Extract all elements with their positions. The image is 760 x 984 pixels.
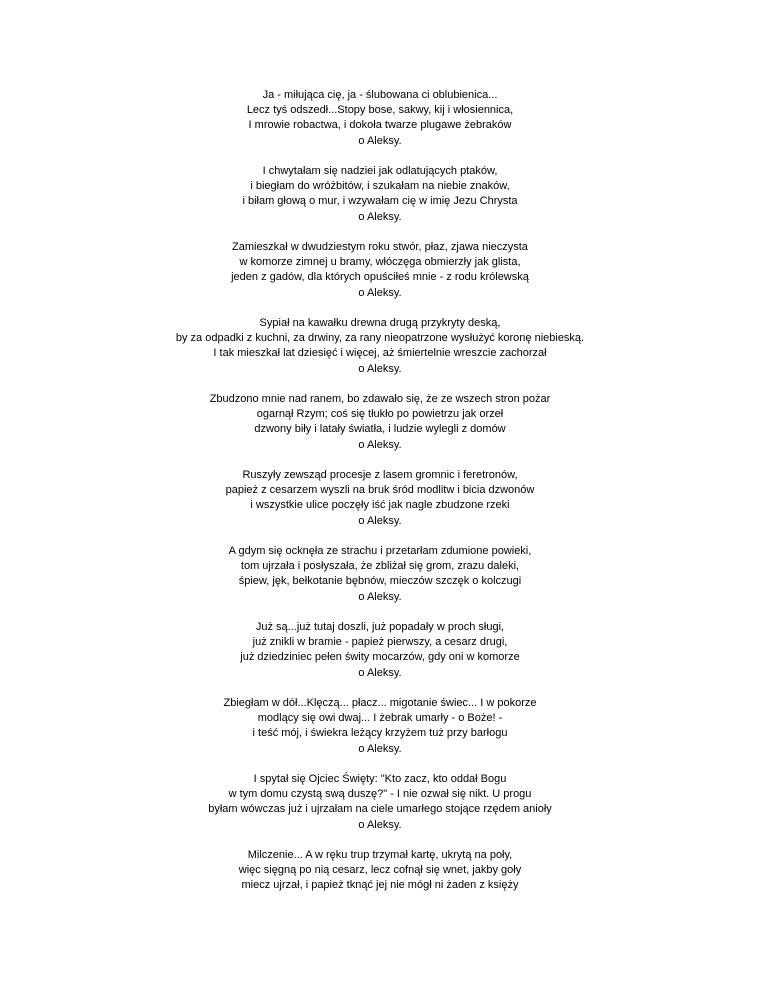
- refrain-line: o Aleksy.: [358, 590, 402, 603]
- verse-line: Już są...już tutaj doszli, już popadały w proch sługi,: [255, 621, 505, 633]
- verse-line: tom ujrzała i posłyszała, że zbliżał się grom, zrazu daleki,: [240, 560, 520, 573]
- refrain-line: o Aleksy.: [358, 362, 402, 375]
- verse-line: Zamieszkał w dwudziestym roku stwór, płaz, zjawa nieczysta: [232, 241, 528, 253]
- verse-line: Lecz tyś odszedł...Stopy bose, sakwy, kij i włosiennica,: [246, 104, 514, 117]
- refrain-line: o Aleksy.: [358, 818, 402, 831]
- stanza-8: [0, 620, 760, 681]
- verse-line: modlący się owi dwaj... I żebrak umarły - o Boże! -: [257, 712, 503, 725]
- verse-line: i teść mój, i świekra leżący krzyżem tuż przy barłogu: [252, 727, 508, 740]
- stanza-4: [0, 316, 760, 377]
- verse-line: jeden z gadów, dla których opuściłeś mnie - z rodu królewską: [231, 271, 529, 284]
- verse-line: I chwytałam się nadziei jak odlatujących ptaków,: [262, 165, 498, 177]
- stanza-6: [0, 468, 760, 529]
- refrain-line: o Aleksy.: [358, 438, 402, 451]
- refrain-line: o Aleksy.: [358, 742, 402, 755]
- verse-line: by za odpadki z kuchni, za drwiny, za rany nieopatrzone wysłużyć koronę niebieską.: [175, 332, 585, 345]
- verse-line: I tak mieszkał lat dziesięć i więcej, aż śmiertelnie wreszcie zachorzał: [213, 347, 547, 360]
- stanza-11: [0, 848, 760, 894]
- verse-line: i biegłam do wróżbitów, i szukałam na niebie znaków,: [250, 180, 510, 193]
- refrain-line: o Aleksy.: [358, 514, 402, 527]
- stanza-5: [0, 392, 760, 453]
- verse-line: A gdym się ocknęła ze strachu i przetarłam zdumione powieki,: [228, 545, 532, 557]
- verse-line: dzwony biły i latały światła, i ludzie wylegli z domów: [254, 423, 506, 436]
- stanza-2: [0, 164, 760, 225]
- stanza-1: [0, 88, 760, 149]
- verse-line: więc sięgną po nią cesarz, lecz cofnął się wnet, jakby goły: [238, 864, 522, 877]
- verse-line: Sypiał na kawałku drewna drugą przykryty deską,: [259, 317, 501, 329]
- refrain-line: o Aleksy.: [358, 666, 402, 679]
- poem-page: [0, 88, 760, 909]
- verse-line: i wszystkie ulice poczęły iść jak nagle zbudzone rzeki: [250, 499, 510, 512]
- stanza-7: [0, 544, 760, 605]
- verse-line: Zbudzono mnie nad ranem, bo zdawało się, że ze wszech stron pożar: [209, 393, 551, 405]
- verse-line: Milczenie... A w ręku trup trzymał kartę, ukrytą na poły,: [247, 849, 513, 861]
- refrain-line: o Aleksy.: [358, 134, 402, 147]
- verse-line: papież z cesarzem wyszli na bruk śród modlitw i bicia dzwonów: [225, 484, 535, 497]
- verse-line: Ja - miłująca cię, ja - ślubowana ci oblubienica...: [262, 89, 498, 101]
- stanza-9: [0, 696, 760, 757]
- verse-line: w tym domu czystą swą duszę?" - I nie ozwał się nikt. U progu: [228, 788, 532, 801]
- stanza-10: [0, 772, 760, 833]
- verse-line: Zbiegłam w dół...Klęczą... płacz... migotanie świec... I w pokorze: [223, 697, 537, 709]
- refrain-line: o Aleksy.: [358, 210, 402, 223]
- verse-line: Ruszyły zewsząd procesje z lasem gromnic i feretronów,: [242, 469, 518, 481]
- verse-line: śpiew, jęk, bełkotanie bębnów, mieczów szczęk o kolczugi: [238, 575, 522, 588]
- verse-line: miecz ujrzał, i papież tknąć jej nie mógł ni żaden z księży: [241, 879, 519, 892]
- verse-line: już znikli w bramie - papież pierwszy, a cesarz drugi,: [252, 636, 508, 649]
- verse-line: I mrowie robactwa, i dokoła twarze plugawe żebraków: [248, 119, 512, 132]
- stanza-3: [0, 240, 760, 301]
- verse-line: ogarnął Rzym; coś się tłukło po powietrzu jak orzeł: [256, 408, 504, 421]
- verse-line: i biłam głową o mur, i wzywałam cię w imię Jezu Chrysta: [242, 195, 518, 208]
- refrain-line: o Aleksy.: [358, 286, 402, 299]
- verse-line: w komorze zimnej u bramy, włóczęga obmierzły jak glista,: [239, 256, 521, 269]
- verse-line: już dziedziniec pełen świty mocarzów, gdy oni w komorze: [240, 651, 520, 664]
- verse-line: byłam wówczas już i ujrzałam na ciele umarłego stojące rzędem anioły: [208, 803, 552, 816]
- verse-line: I spytał się Ojciec Święty: "Kto zacz, kto oddał Bogu: [253, 773, 507, 785]
